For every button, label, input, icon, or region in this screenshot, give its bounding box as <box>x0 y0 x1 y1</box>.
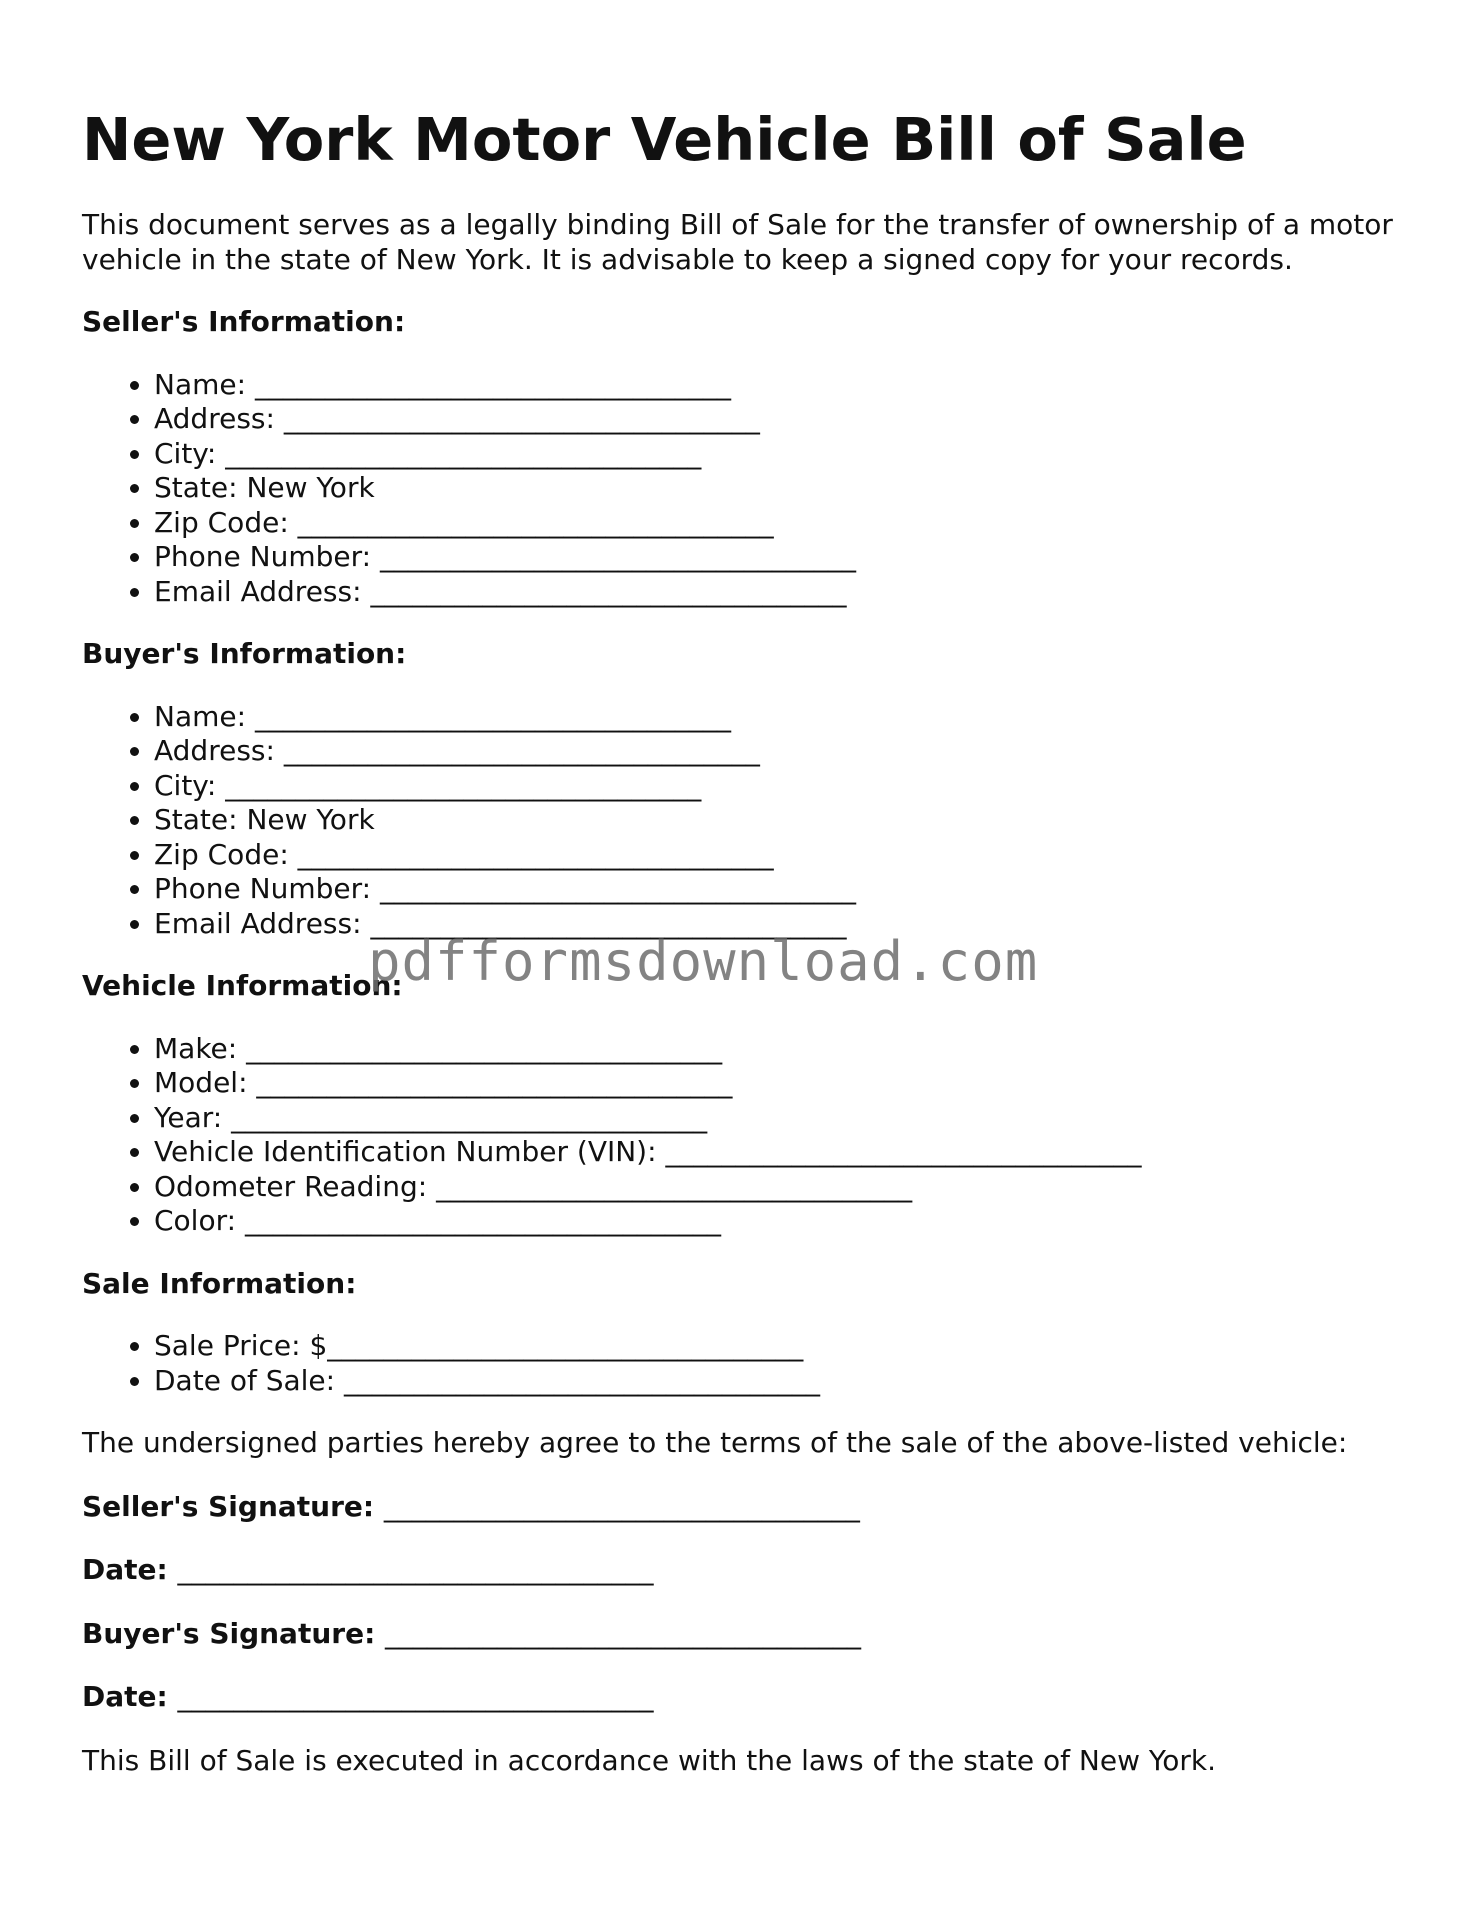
seller-signature-line: Seller's Signature: __________________________________ <box>82 1489 860 1523</box>
buyer-email-field: • Email Address: __________________________________ <box>154 907 1412 942</box>
vehicle-make-blank[interactable]: __________________________________ <box>246 1031 723 1065</box>
buyer-name-blank[interactable]: __________________________________ <box>254 699 731 733</box>
vehicle-heading: Vehicle Information: <box>82 969 403 1002</box>
seller-state-field: • State: New York <box>154 471 1412 506</box>
buyer-date-line: Date: __________________________________ <box>82 1680 654 1713</box>
vehicle-year-field: • Year: __________________________________ <box>154 1101 1412 1136</box>
buyer-fields-list <box>82 700 1412 942</box>
sale-heading: Sale Information: <box>82 1266 357 1300</box>
vehicle-model-field: • Model: __________________________________ <box>154 1066 1412 1101</box>
intro-paragraph: This document serves as a legally binding Bill of Sale for the transfer of ownership of a motor vehicle in the state of New York. It is advisable to keep a signed copy for your records. <box>82 208 1393 276</box>
sale-price-field: • Sale Price: $__________________________________ <box>154 1329 1412 1364</box>
sale-date-field: • Date of Sale: __________________________________ <box>154 1364 1412 1399</box>
seller-phone-field: • Phone Number: __________________________________ <box>154 540 1412 575</box>
vehicle-odometer-blank[interactable]: __________________________________ <box>436 1169 913 1203</box>
seller-address-field: • Address: __________________________________ <box>154 402 1412 437</box>
vehicle-color-field: • Color: __________________________________ <box>154 1204 1412 1239</box>
seller-name-field: • Name: __________________________________ <box>154 368 1412 403</box>
buyer-date-blank[interactable]: __________________________________ <box>177 1680 654 1713</box>
sale-price-blank[interactable]: __________________________________ <box>327 1329 804 1362</box>
buyer-email-blank[interactable]: __________________________________ <box>370 906 847 940</box>
seller-city-field: • City: __________________________________ <box>154 437 1412 472</box>
buyer-signature-line: Buyer's Signature: __________________________________ <box>82 1616 862 1650</box>
vehicle-odometer-field: • Odometer Reading: __________________________________ <box>154 1170 1412 1205</box>
seller-fields-list <box>82 368 1412 610</box>
seller-city-blank[interactable]: __________________________________ <box>225 436 702 470</box>
buyer-phone-field: • Phone Number: __________________________________ <box>154 872 1412 907</box>
seller-signature-blank[interactable]: __________________________________ <box>383 1489 860 1523</box>
buyer-phone-blank[interactable]: __________________________________ <box>379 872 856 905</box>
vehicle-color-blank[interactable]: __________________________________ <box>244 1204 721 1237</box>
vehicle-vin-blank[interactable]: __________________________________ <box>665 1135 1142 1168</box>
seller-date-blank[interactable]: __________________________________ <box>177 1553 654 1586</box>
seller-zip-blank[interactable]: __________________________________ <box>297 505 774 539</box>
buyer-name-field: • Name: __________________________________ <box>154 700 1412 735</box>
seller-name-blank[interactable]: __________________________________ <box>254 367 731 401</box>
vehicle-model-blank[interactable]: __________________________________ <box>256 1066 733 1099</box>
agreement-statement: The undersigned parties hereby agree to the terms of the sale of the above-listed vehicle: <box>82 1426 1348 1459</box>
document-title: New York Motor Vehicle Bill of Sale <box>82 105 1247 174</box>
buyer-state-value: New York <box>246 803 375 836</box>
seller-state-value: New York <box>246 471 375 504</box>
seller-zip-field: • Zip Code: __________________________________ <box>154 506 1412 541</box>
seller-phone-blank[interactable]: __________________________________ <box>379 540 856 573</box>
vehicle-fields-list <box>82 1032 1412 1239</box>
seller-date-line: Date: __________________________________ <box>82 1553 654 1586</box>
buyer-state-field: • State: New York <box>154 803 1412 838</box>
buyer-city-field: • City: __________________________________ <box>154 769 1412 804</box>
closing-statement: This Bill of Sale is executed in accordance with the laws of the state of New York. <box>82 1743 1217 1777</box>
buyer-zip-field: • Zip Code: __________________________________ <box>154 838 1412 873</box>
watermark-text: pdfformsdownload.com <box>368 930 1039 993</box>
seller-email-field: • Email Address: __________________________________ <box>154 575 1412 610</box>
buyer-zip-blank[interactable]: __________________________________ <box>297 837 774 871</box>
seller-email-blank[interactable]: __________________________________ <box>370 574 847 608</box>
sale-fields-list <box>82 1329 1412 1398</box>
vehicle-make-field: • Make: __________________________________ <box>154 1032 1412 1067</box>
buyer-heading: Buyer's Information: <box>82 637 407 670</box>
buyer-address-field: • Address: __________________________________ <box>154 734 1412 769</box>
vehicle-year-blank[interactable]: __________________________________ <box>231 1100 708 1134</box>
sale-date-blank[interactable]: __________________________________ <box>343 1363 820 1397</box>
seller-heading: Seller's Information: <box>82 305 406 338</box>
buyer-city-blank[interactable]: __________________________________ <box>225 768 702 802</box>
vehicle-vin-field: • Vehicle Identification Number (VIN): __________________________________ <box>154 1135 1412 1170</box>
seller-address-blank[interactable]: __________________________________ <box>283 402 760 435</box>
buyer-address-blank[interactable]: __________________________________ <box>283 734 760 767</box>
buyer-signature-blank[interactable]: __________________________________ <box>385 1616 862 1650</box>
